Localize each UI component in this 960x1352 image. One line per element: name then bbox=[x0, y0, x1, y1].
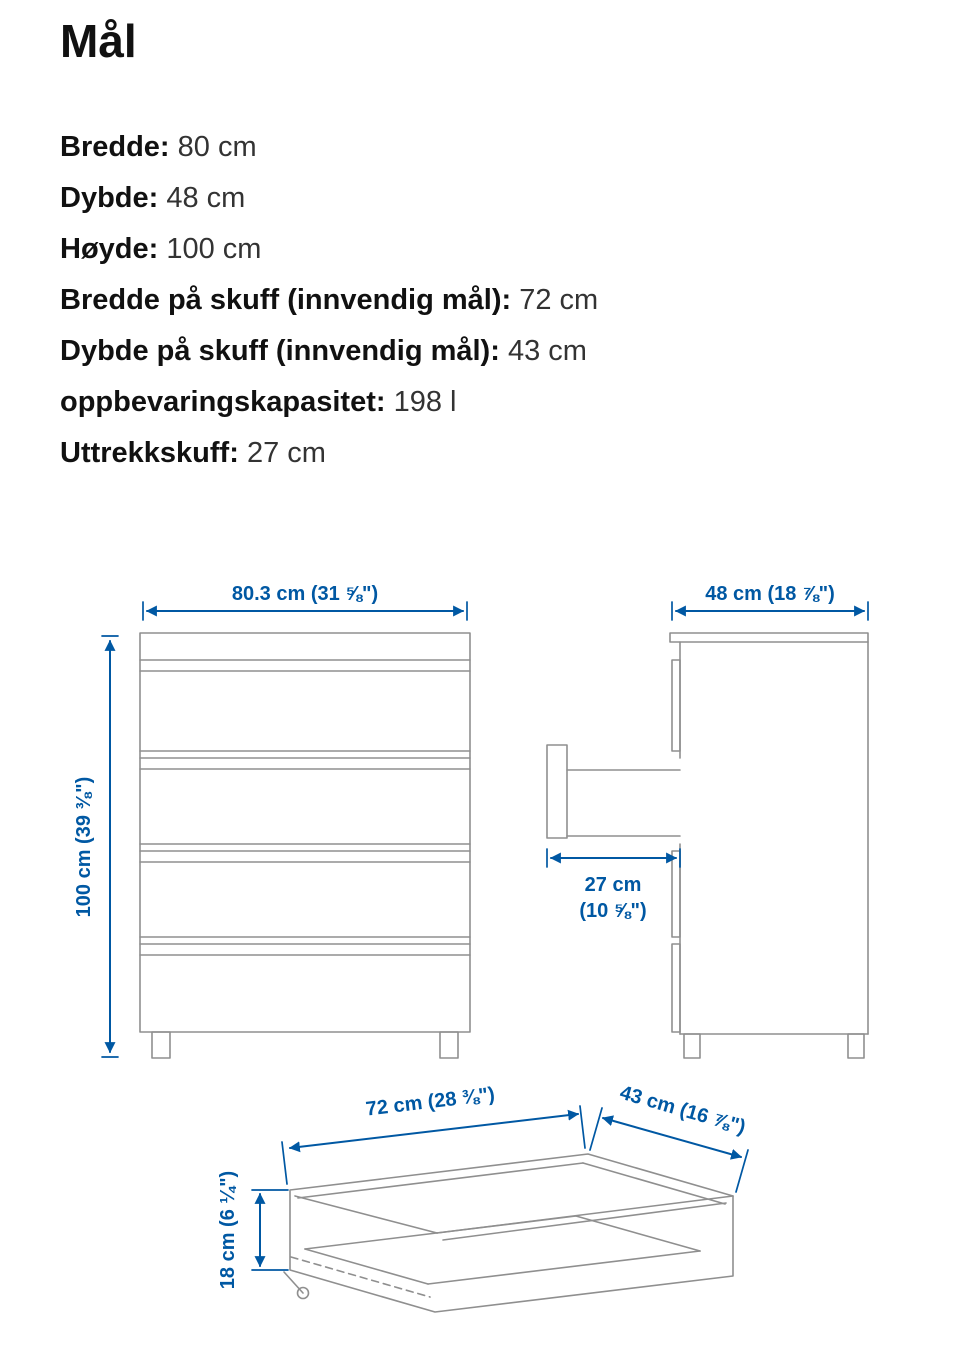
spec-value: 27 cm bbox=[246, 437, 326, 469]
spec-value: 100 cm bbox=[166, 233, 262, 265]
chest-front-outline bbox=[140, 633, 470, 1032]
spec-value: 198 l bbox=[393, 386, 457, 418]
dim-drawer-extension-in: (10 ⅝") bbox=[579, 900, 647, 922]
pulled-drawer-front bbox=[547, 745, 567, 838]
dim-chest-depth: 48 cm (18 ⅞") bbox=[705, 583, 835, 605]
side-drawer-front-1 bbox=[672, 660, 680, 751]
spec-label: Høyde: bbox=[60, 233, 159, 265]
side-drawer-front-4 bbox=[672, 944, 680, 1032]
drawer-iso-view bbox=[284, 1154, 733, 1312]
chest-front-foot-right bbox=[440, 1032, 458, 1058]
spec-value: 80 cm bbox=[177, 131, 257, 163]
dim-chest-height: 100 cm (39 ⅜") bbox=[73, 776, 95, 918]
chest-side-foot-front bbox=[684, 1034, 700, 1058]
chest-front-view bbox=[140, 633, 470, 1058]
chest-side-view bbox=[547, 633, 868, 1058]
dim-drawer-width: 72 cm (28 ⅜") bbox=[364, 1083, 496, 1121]
chest-front-foot-left bbox=[152, 1032, 170, 1058]
dim-drawer-extension-cm: 27 cm bbox=[584, 874, 642, 896]
spec-value: 43 cm bbox=[507, 335, 587, 367]
page-title: Mål bbox=[60, 15, 137, 67]
spec-label: Uttrekkskuff: bbox=[60, 437, 239, 469]
dim-drawer-depth: 43 cm (16 ⅞") bbox=[617, 1081, 748, 1139]
chest-side-foot-back bbox=[848, 1034, 864, 1058]
spec-label: Dybde: bbox=[60, 182, 159, 214]
spec-label: Dybde på skuff (innvendig mål): bbox=[60, 335, 500, 367]
spec-label: Bredde på skuff (innvendig mål): bbox=[60, 284, 512, 316]
chest-side-top-panel bbox=[670, 633, 868, 642]
spec-label: oppbevaringskapasitet: bbox=[60, 386, 386, 418]
spec-value: 48 cm bbox=[166, 182, 246, 214]
spec-value: 72 cm bbox=[519, 284, 599, 316]
dim-chest-width: 80.3 cm (31 ⅝") bbox=[231, 583, 379, 605]
spec-label: Bredde: bbox=[60, 131, 170, 163]
side-drawer-front-3 bbox=[672, 851, 680, 937]
drawer-outline bbox=[290, 1154, 733, 1312]
dim-drawer-height: 18 cm (6 ¼") bbox=[217, 1170, 239, 1290]
